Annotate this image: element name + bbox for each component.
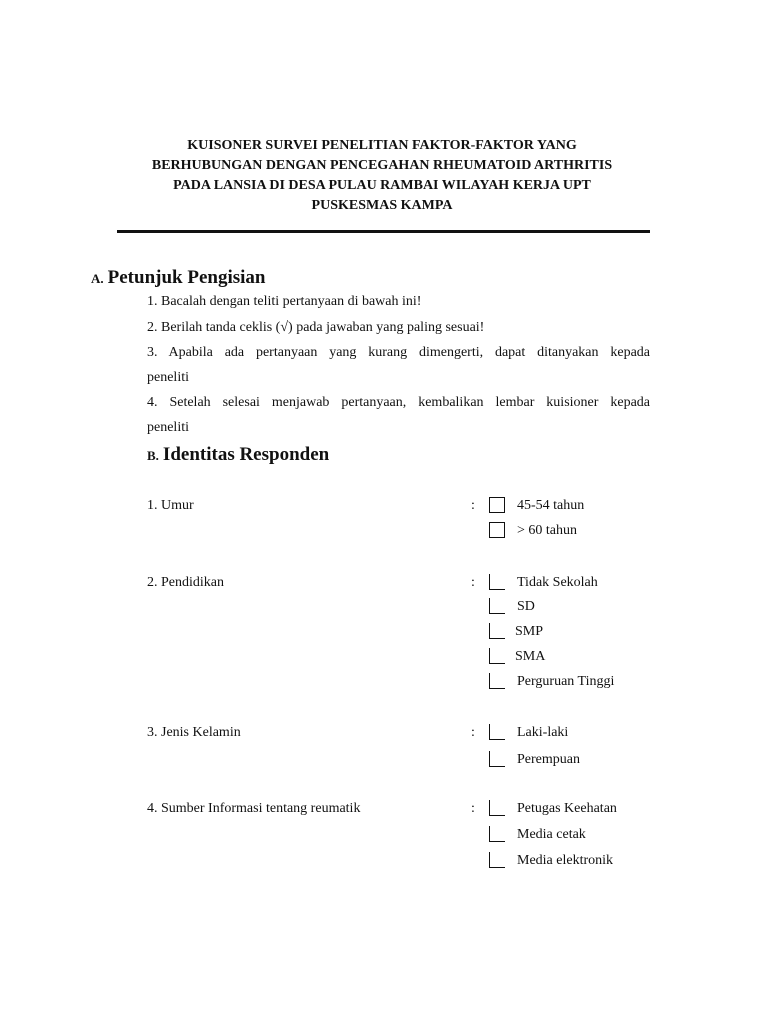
instruction-1: 1. Bacalah dengan teliti pertanyaan di bawah ini!: [147, 294, 422, 309]
option-label: > 60 tahun: [517, 523, 577, 538]
section-a-letter: A.: [91, 271, 104, 286]
instruction-3: 3. Apabila ada pertanyaan yang kurang dimengerti, dapat ditanyakan kepada: [147, 345, 650, 360]
option-label: SMP: [515, 624, 544, 639]
option-label: Petugas Keehatan: [517, 801, 617, 816]
title-line-3: PADA LANSIA DI DESA PULAU RAMBAI WILAYAH KERJA UPT: [173, 178, 591, 193]
document-title: [110, 136, 654, 216]
instruction-2: 2. Berilah tanda ceklis (√) pada jawaban yang paling sesuai!: [147, 320, 485, 335]
section-b-heading: Identitas Responden: [162, 444, 330, 465]
checkbox[interactable]: [489, 826, 505, 842]
checkbox[interactable]: [489, 800, 505, 816]
question-gender-colon: :: [471, 725, 475, 740]
section-b-letter: B.: [147, 448, 159, 463]
question-info-source-label: 4. Sumber Informasi tentang reumatik: [147, 801, 361, 816]
instruction-3-continued: peneliti: [147, 370, 189, 385]
checkbox[interactable]: [489, 497, 505, 513]
section-a-header: [91, 267, 265, 289]
section-a-heading: Petunjuk Pengisian: [107, 267, 266, 288]
question-gender-label: 3. Jenis Kelamin: [147, 725, 241, 740]
question-education-colon: :: [471, 575, 475, 590]
checkbox[interactable]: [489, 574, 505, 590]
title-divider: [117, 230, 650, 233]
checkbox[interactable]: [489, 724, 505, 740]
checkbox[interactable]: [489, 751, 505, 767]
instruction-4-continued: peneliti: [147, 420, 189, 435]
title-line-1: KUISONER SURVEI PENELITIAN FAKTOR-FAKTOR YANG: [187, 138, 577, 153]
checkbox[interactable]: [489, 648, 505, 664]
checkbox[interactable]: [489, 522, 505, 538]
option-label: Perguruan Tinggi: [517, 674, 615, 689]
checkbox[interactable]: [489, 623, 505, 639]
title-line-2: BERHUBUNGAN DENGAN PENCEGAHAN RHEUMATOID ARTHRITIS: [151, 158, 613, 173]
option-label: Perempuan: [517, 752, 580, 767]
question-age-label: 1. Umur: [147, 498, 194, 513]
checkbox[interactable]: [489, 598, 505, 614]
section-b-header: [147, 444, 329, 466]
instruction-4: 4. Setelah selesai menjawab pertanyaan, kembalikan lembar kuisioner kepada: [147, 395, 650, 410]
question-education-label: 2. Pendidikan: [147, 575, 224, 590]
question-info-source-colon: :: [471, 801, 475, 816]
option-label: 45-54 tahun: [517, 498, 585, 513]
option-label: SMA: [515, 649, 546, 664]
option-label: Media cetak: [517, 827, 586, 842]
title-line-4: PUSKESMAS KAMPA: [311, 198, 453, 213]
option-label: Tidak Sekolah: [517, 575, 598, 590]
question-age-colon: :: [471, 498, 475, 513]
option-label: Laki-laki: [517, 725, 569, 740]
checkbox[interactable]: [489, 673, 505, 689]
option-label: SD: [517, 599, 535, 614]
checkbox[interactable]: [489, 852, 505, 868]
option-label: Media elektronik: [517, 853, 614, 868]
